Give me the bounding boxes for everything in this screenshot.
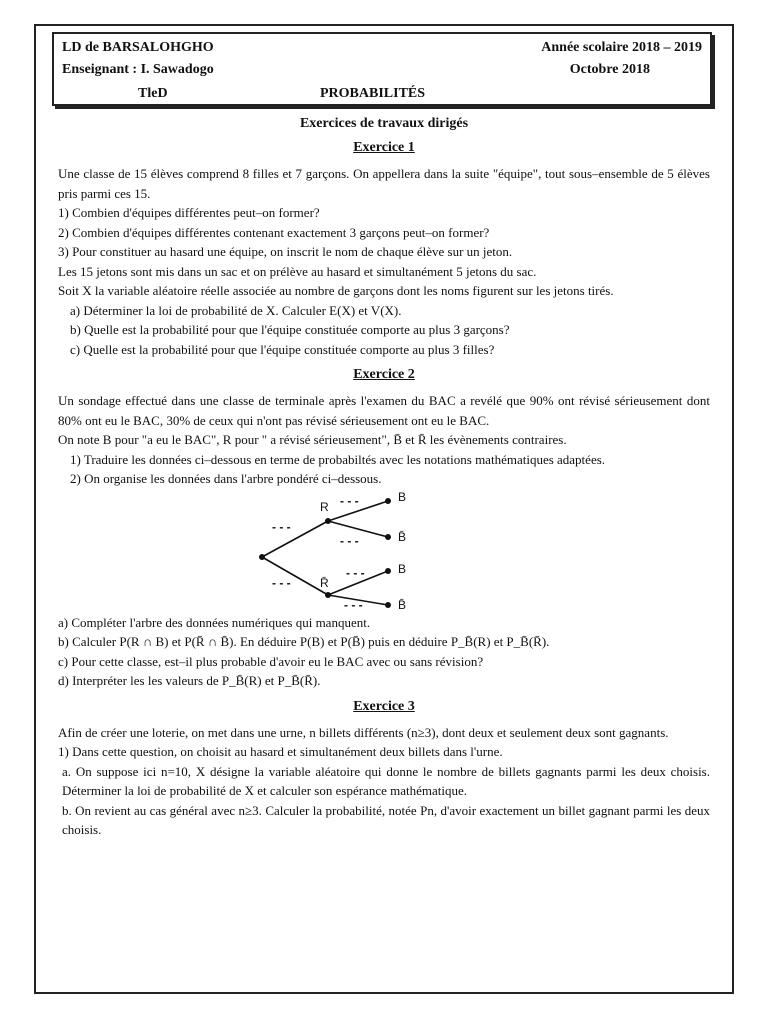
- document-header: [52, 32, 712, 106]
- header-date: Octobre 2018: [569, 62, 650, 77]
- ex2-question-a: a) Compléter l'arbre des données numériques qui manquent.: [58, 614, 371, 630]
- tree-blank-weight: - - -: [272, 575, 291, 590]
- teacher-name: Enseignant : I. Sawadogo: [62, 62, 214, 77]
- school-year: Année scolaire 2018 – 2019: [541, 40, 702, 55]
- tree-label-r: R: [320, 499, 329, 514]
- ex1-question-a: a) Déterminer la loi de probabilité de X. Calculer E(X) et V(X).: [70, 302, 402, 318]
- school-name: LD de BARSALOHGHO: [62, 40, 214, 55]
- ex1-question-1: 1) Combien d'équipes différentes peut–on former?: [58, 205, 320, 220]
- tree-node: [325, 518, 331, 524]
- tree-label-b: B: [398, 490, 407, 504]
- ex1-question-3: 3) Pour constituer au hasard une équipe, on inscrit le nom de chaque élève sur un jeton.: [58, 244, 513, 259]
- tree-node: [385, 534, 391, 540]
- ex2-notation: On note B pour "a eu le BAC", R pour " a révisé sérieusement", B̄ et R̄ les évènements contraires.: [58, 432, 567, 447]
- tree-node: [385, 568, 391, 574]
- tree-blank-weight: - - -: [340, 493, 359, 508]
- tree-node: [259, 554, 265, 560]
- ex3-question-1: 1) Dans cette question, on choisit au hasard et simultanément deux billets dans l'urne.: [58, 744, 503, 759]
- ex1-text: Soit X la variable aléatoire réelle associée au nombre de garçons dont les noms figurent sur les jetons tirés.: [58, 283, 614, 298]
- tree-node: [325, 592, 331, 598]
- ex1-question-2: 2) Combien d'équipes différentes contenant exactement 3 garçons peut–on former?: [58, 224, 490, 240]
- ex3-question-a: a. On suppose ici n=10, X désigne la variable aléatoire qui donne le nombre de billets gagnants parmi les deux choisis. Déterminer la loi de probabilité de X et calculer son espérance mathématique.: [62, 763, 710, 798]
- probability-tree-diagram: [248, 491, 448, 611]
- tree-node: [385, 498, 391, 504]
- tree-label-b-bar: B̄: [398, 529, 407, 544]
- tree-blank-weight: - - -: [340, 533, 359, 548]
- ex2-question-1: 1) Traduire les données ci–dessous en terme de probabiltés avec les notations mathématiques adaptées.: [70, 451, 606, 467]
- tree-label-b-bar: B̄: [398, 597, 407, 611]
- tree-blank-weight: - - -: [344, 597, 363, 611]
- exercise-2-title: Exercice 2: [353, 367, 415, 382]
- ex1-intro: Une classe de 15 élèves comprend 8 filles et 7 garçons. On appellera dans la suite "équipe", tout sous–ensemble de 5 élèves pris parmi ces 15.: [58, 166, 710, 201]
- tree-blank-weight: - - -: [272, 519, 291, 534]
- tree-node: [385, 602, 391, 608]
- ex1-question-b: b) Quelle est la probabilité pour que l'équipe constituée comporte au plus 3 garçons?: [70, 322, 510, 337]
- tree-blank-weight: - - -: [346, 565, 365, 580]
- ex2-question-b: b) Calculer P(R ∩ B) et P(R̄ ∩ B̄). En déduire P(B) et P(B̄) puis en déduire P_B̄(R) et P_B̄(R̄).: [58, 634, 550, 649]
- ex3-intro: Afin de créer une loterie, on met dans une urne, n billets différents (n≥3), dont deux et seulement deux sont gagnants.: [58, 724, 669, 740]
- exercise-3-title: Exercice 3: [353, 698, 415, 714]
- probability-tree: [58, 491, 710, 611]
- ex1-question-c: c) Quelle est la probabilité pour que l'équipe constituée comporte au plus 3 filles?: [70, 341, 495, 357]
- ex1-text: Les 15 jetons sont mis dans un sac et on prélève au hasard et simultanément 5 jetons du sac.: [58, 263, 537, 279]
- subject-title: PROBABILITÉS: [320, 86, 426, 101]
- document-title: Exercices de travaux dirigés: [299, 116, 469, 131]
- tree-label-b: B: [398, 561, 407, 576]
- class-label: TleD: [138, 86, 168, 101]
- ex2-question-d: d) Interpréter les les valeurs de P_B̄(R) et P_B̄(R̄).: [58, 673, 321, 688]
- ex2-intro: Un sondage effectué dans une classe de terminale après l'examen du BAC a revélé que 90% ont révisé sérieusement dont 80% ont eu le BAC, 30% de ceux qui n'ont pas révisé sérieusement ont eu le BAC.: [58, 393, 710, 428]
- exercise-1-title: Exercice 1: [353, 140, 415, 155]
- ex2-question-2: 2) On organise les données dans l'arbre pondéré ci–dessous.: [70, 471, 382, 486]
- document-body: [58, 112, 710, 840]
- ex3-question-b: b. On revient au cas général avec n≥3. Calculer la probabilité, notée Pn, d'avoir exactement un billet gagnant parmi les deux choisis.: [62, 802, 710, 837]
- tree-label-r-bar: R̄: [320, 575, 329, 590]
- ex2-question-c: c) Pour cette classe, est–il plus probable d'avoir eu le BAC avec ou sans révision?: [58, 653, 484, 669]
